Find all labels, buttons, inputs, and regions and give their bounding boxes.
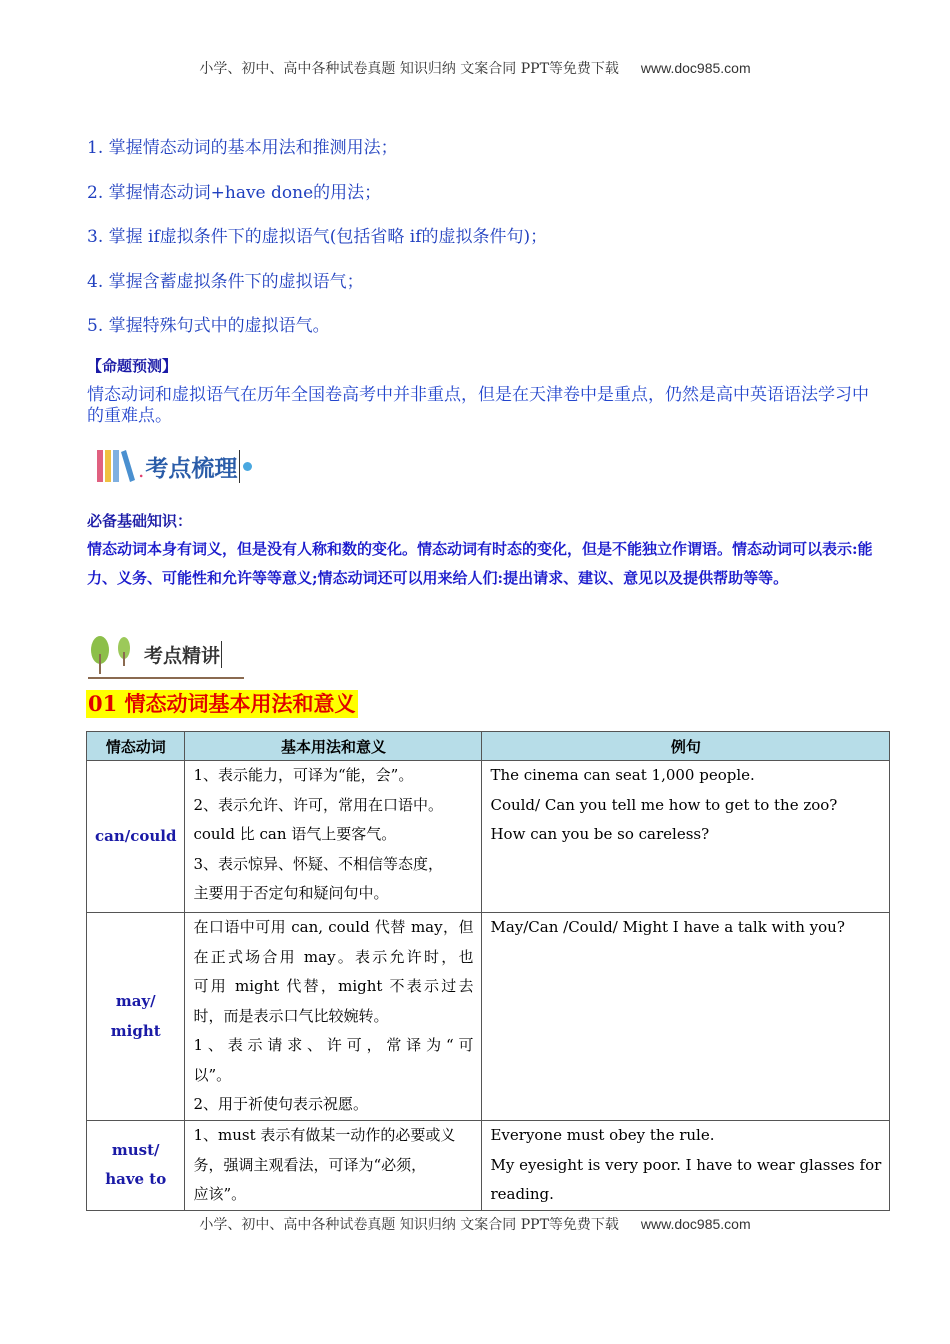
banner1-text: 考点梳理 — [145, 450, 240, 483]
usage-line: 2、用于祈使句表示祝愿。 — [193, 1095, 369, 1113]
usage-line: could 比 can 语气上要客气。 — [193, 825, 397, 843]
verb-text: must/ — [111, 1140, 160, 1159]
table-row — [87, 913, 890, 1121]
verb-cell — [87, 1121, 185, 1211]
example-line: How can you be so careless? — [490, 825, 710, 843]
column-header: 情态动词 — [87, 732, 185, 761]
column-header: 例句 — [482, 732, 890, 761]
examples-cell — [482, 913, 890, 1121]
verb-text: might — [110, 1021, 161, 1040]
usage-line: 以”。 — [193, 1065, 232, 1084]
usage-line: 2、表示允许、许可，常用在口语中。 — [193, 795, 444, 814]
header-text: 小学、初中、高中各种试卷真题 知识归纳 文案合同 PPT等免费下载 — [199, 61, 619, 77]
usage-line: 时，而是表示口气比较婉转。 — [193, 1006, 389, 1025]
example-line: Could/ Can you tell me how to get to the zoo? — [490, 795, 838, 814]
usage-line: 在口语中可用 can, could 代替 may，但 — [193, 918, 474, 936]
page-header — [0, 58, 950, 78]
objective-5: 5. 掌握特殊句式中的虚拟语气。 — [87, 316, 330, 336]
banner-kaodian-shuli: . 考点梳理 — [95, 448, 252, 484]
objective-2: 2. 掌握情态动词+have done的用法； — [87, 183, 382, 203]
page-footer — [0, 1214, 950, 1234]
objective-3: 3. 掌握 if虚拟条件下的虚拟语气(包括省略 if的虚拟条件句)； — [87, 227, 548, 247]
section-title: 01 情态动词基本用法和意义 — [88, 691, 356, 716]
dot-icon — [243, 462, 252, 471]
trees-icon — [88, 634, 136, 674]
usage-cell — [185, 761, 482, 913]
verb-text: may/ — [115, 992, 156, 1010]
objective-1: 1. 掌握情态动词的基本用法和推测用法； — [87, 138, 398, 158]
books-icon — [95, 448, 137, 484]
example-line: May/Can /Could/ Might I have a talk with you? — [490, 918, 845, 936]
verb-cell — [87, 761, 185, 913]
usage-line: 主要用于否定句和疑问句中。 — [193, 884, 389, 902]
basic-text: 情态动词本身有词义，但是没有人称和数的变化。情态动词有时态的变化，但是不能独立作谓语。情态动词可以表示:能力、义务、可能性和允许等等意义;情态动词还可以用来给人们:提出请求、建议、意见以及提供帮助等等。 — [87, 540, 873, 587]
verb-text: can/could — [95, 826, 177, 845]
usage-line: 在正式场合用 may。表示允许时，也 — [193, 947, 474, 966]
usage-line: 1、表示请求、许可，常译为“可 — [193, 1036, 474, 1054]
basic-title: 必备基础知识： — [87, 512, 193, 530]
header-url[interactable]: www.doc985.com — [640, 60, 751, 76]
usage-line: 3、表示惊异、怀疑、不相信等态度， — [193, 854, 444, 873]
footer-url[interactable]: www.doc985.com — [640, 1216, 751, 1232]
examples-cell — [482, 761, 890, 913]
banner-kaodian-jingjiang — [88, 634, 244, 679]
example-line: My eyesight is very poor. I have to wear glasses for — [490, 1155, 882, 1174]
usage-line: 务，强调主观看法，可译为“必须， — [193, 1155, 427, 1174]
verb-cell — [87, 913, 185, 1121]
modal-verbs-table — [86, 731, 890, 1211]
example-line: The cinema can seat 1,000 people. — [490, 766, 755, 784]
example-line: Everyone must obey the rule. — [490, 1126, 715, 1144]
usage-line: 可用 might 代替，might 不表示过去 — [193, 977, 474, 995]
footer-text: 小学、初中、高中各种试卷真题 知识归纳 文案合同 PPT等免费下载 — [199, 1217, 619, 1233]
usage-line: 应该”。 — [193, 1185, 247, 1203]
prediction-text: 情态动词和虚拟语气在历年全国卷高考中并非重点，但是在天津卷中是重点，仍然是高中英语语法学习中的重难点。 — [87, 385, 869, 426]
usage-cell — [185, 1121, 482, 1211]
table-header-row — [87, 732, 890, 761]
banner2-text: 考点精讲 — [144, 641, 222, 668]
prediction-title: 【命题预测】 — [87, 357, 178, 375]
table-row — [87, 1121, 890, 1211]
column-header: 基本用法和意义 — [185, 732, 482, 761]
objective-4: 4. 掌握含蓄虚拟条件下的虚拟语气； — [87, 272, 364, 292]
usage-line: 1、must 表示有做某一动作的必要或义 — [193, 1126, 456, 1144]
verb-text: have to — [105, 1170, 167, 1189]
usage-line: 1、表示能力，可译为“能，会”。 — [193, 766, 414, 784]
examples-cell — [482, 1121, 890, 1211]
table-row — [87, 761, 890, 913]
usage-cell — [185, 913, 482, 1121]
example-line: reading. — [490, 1185, 554, 1203]
